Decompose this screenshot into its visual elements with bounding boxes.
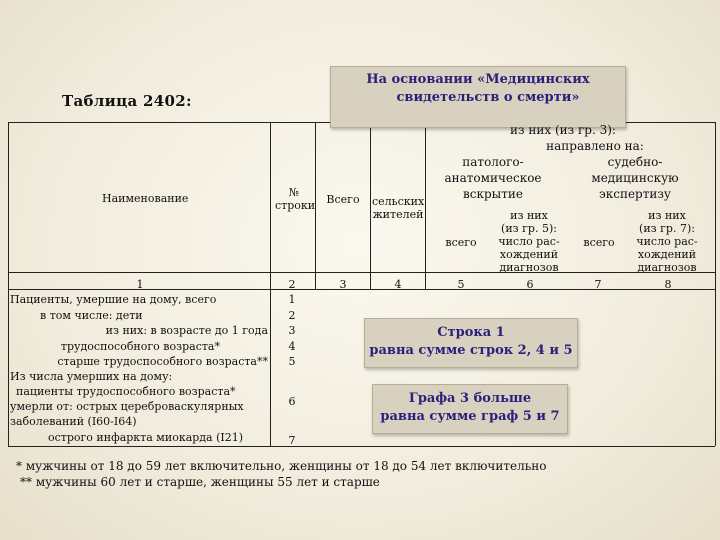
source-note-line-1: На основании «Медицинских [366, 72, 590, 87]
header-rural-1: сельских [372, 195, 425, 208]
col-num-5: 5 [457, 278, 465, 291]
col-num-4: 4 [394, 278, 402, 291]
col-num-2: 2 [288, 278, 296, 291]
header-forensic-2: медицинскую [591, 171, 679, 185]
row-number: 5 [288, 355, 296, 368]
table-row-label: в том числе: дети [40, 309, 143, 322]
table-row-label: острого инфаркта миокарда (I21) [48, 431, 244, 444]
column-rule-line-2: равна сумме граф 5 и 7 [380, 409, 560, 424]
col-num-1: 1 [136, 278, 144, 291]
table-row-label: из них: в возрасте до 1 года [105, 324, 268, 337]
table-row-label: пациенты трудоспособного возраста* [16, 385, 236, 398]
table-row-label: умерли от: острых цереброваскулярных [10, 400, 244, 413]
row-number: 6 [288, 395, 296, 408]
source-note-callout [330, 66, 626, 128]
header-name: Наименование [102, 192, 189, 205]
table-row-label: старше трудоспособного возраста** [57, 355, 268, 368]
header-forensic-3: экспертизу [599, 187, 671, 201]
col-num-8: 8 [664, 278, 672, 291]
row-number: 2 [288, 309, 296, 322]
header-patho-3: вскрытие [463, 187, 523, 201]
row-number: 1 [288, 293, 296, 306]
header-row-no-1: № [288, 186, 300, 199]
header-of-them-1: из них (из гр. 3): [510, 123, 616, 137]
table-row-label: Из числа умерших на дому: [10, 370, 173, 383]
row-number: 7 [288, 434, 296, 447]
row-number: 3 [288, 324, 296, 337]
table-row-label: заболеваний (I60-I64) [10, 415, 137, 428]
column-rule-callout [372, 384, 568, 434]
row-rule-line-1: Строка 1 [437, 325, 505, 340]
header-patho-1: патолого- [462, 155, 524, 169]
row-number: 4 [288, 340, 296, 353]
col-num-6: 6 [526, 278, 534, 291]
header-of-them-2: направлено на: [546, 139, 644, 153]
table-row-label: Пациенты, умершие на дому, всего [10, 293, 217, 306]
row-rule-callout [364, 318, 578, 368]
col-num-3: 3 [339, 278, 347, 291]
footnote-1: * мужчины от 18 до 59 лет включительно, женщины от 18 до 54 лет включительно [16, 459, 547, 473]
source-note-line-2: свидетельств о смерти» [396, 90, 580, 105]
column-rule-line-1: Графа 3 больше [408, 391, 532, 406]
header-patho-total: всего [445, 236, 477, 249]
table-title: Таблица 2402: [62, 92, 192, 110]
header-rural-2: жителей [372, 208, 424, 221]
table-row-label: трудоспособного возраста* [60, 340, 220, 353]
header-forensic-total: всего [583, 236, 615, 249]
header-patho-2: анатомическое [444, 171, 542, 185]
header-row-no-2: строки [275, 199, 316, 212]
header-total: Всего [326, 193, 360, 206]
col-num-7: 7 [594, 278, 602, 291]
footnote-2: ** мужчины 60 лет и старше, женщины 55 лет и старше [20, 475, 380, 489]
header-forensic-1: судебно- [607, 155, 663, 169]
row-rule-line-2: равна сумме строк 2, 4 и 5 [369, 343, 573, 358]
